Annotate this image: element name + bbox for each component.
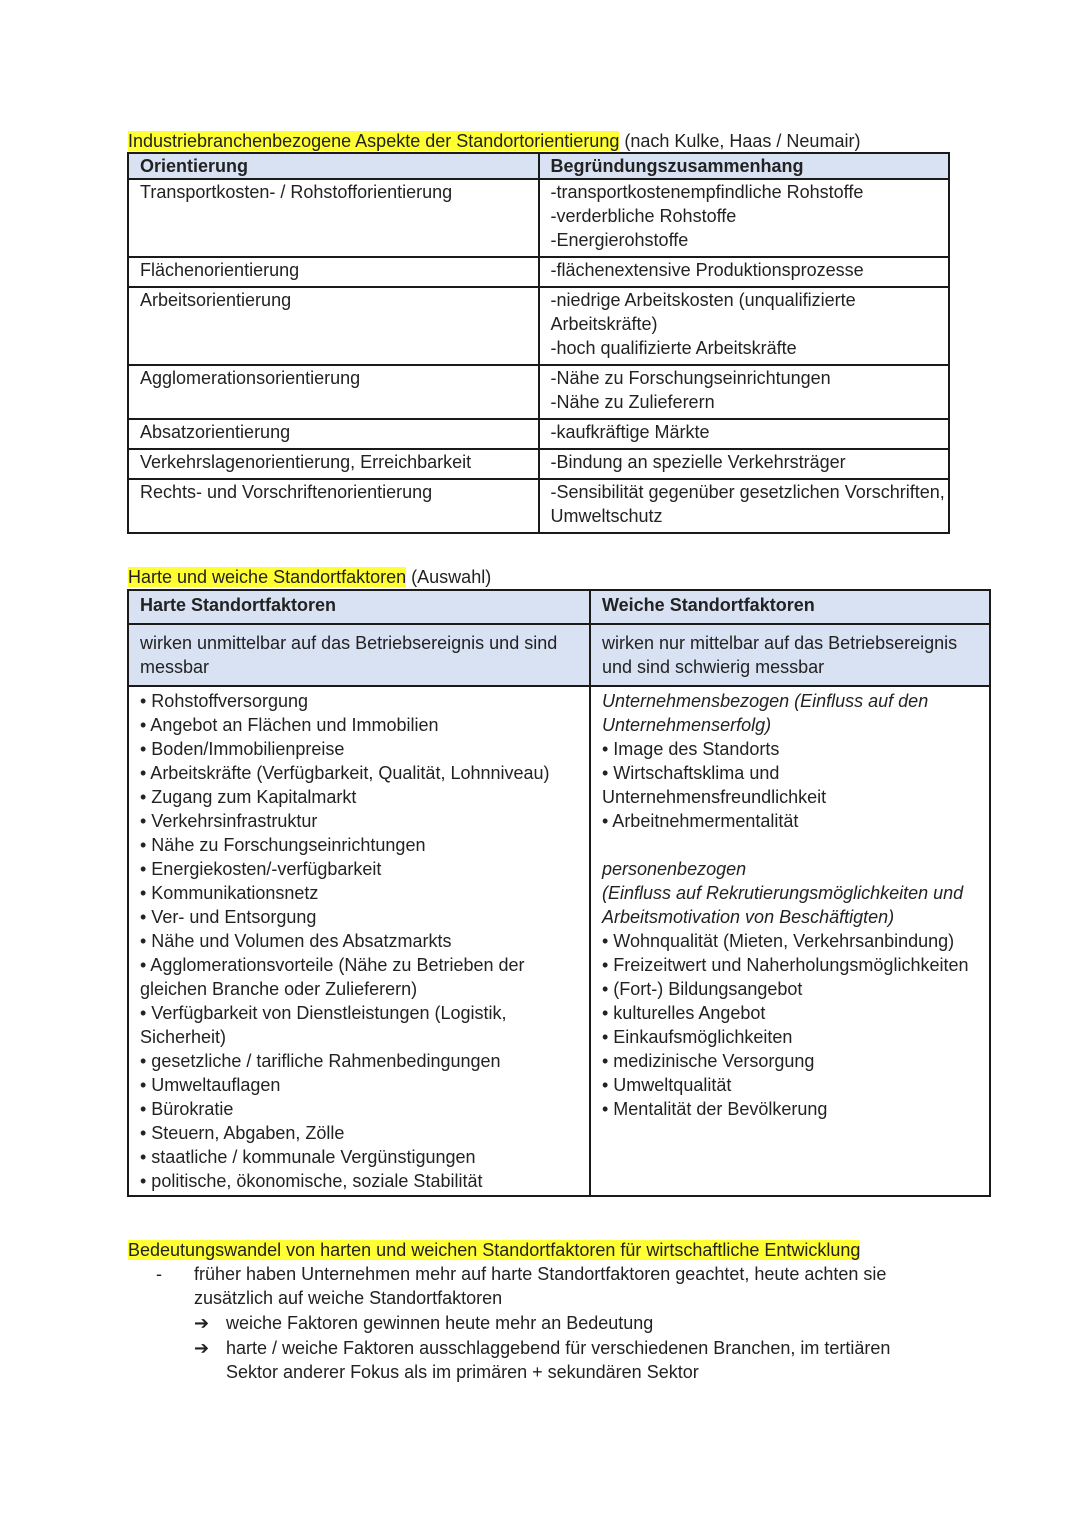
- list-item: • Image des Standorts: [602, 739, 780, 759]
- list-item: • Energiekosten/-verfügbarkeit: [140, 859, 382, 879]
- section1-title-highlight: Industriebranchenbezogene Aspekte der Standortorientierung: [128, 131, 620, 151]
- list-item: • Bürokratie: [140, 1099, 234, 1119]
- soft-description: wirken nur mittelbar auf das Betriebsereignis und sind schwierig messbar: [590, 624, 990, 686]
- reason-item: -kaufkräftige Märkte: [550, 422, 710, 442]
- list-item: • Agglomerationsvorteile (Nähe zu Betrieben der gleichen Branche oder Zulieferern): [140, 955, 525, 999]
- list-item: • Verkehrsinfrastruktur: [140, 811, 318, 831]
- list-item: • Arbeitnehmermentalität: [602, 811, 799, 831]
- reasoning-cell: [539, 179, 950, 257]
- reason-item: -Bindung an spezielle Verkehrsträger: [550, 452, 846, 472]
- spacer: [602, 833, 989, 857]
- reason-item: -Nähe zu Zulieferern: [550, 392, 715, 412]
- table-row: [128, 479, 949, 533]
- arrow-item: [194, 1311, 934, 1335]
- reason-item: -verderbliche Rohstoffe: [550, 206, 737, 226]
- change-bullet: [156, 1262, 936, 1310]
- reasoning-cell: [539, 257, 950, 287]
- reasoning-cell: [539, 479, 950, 533]
- reasoning-cell: [539, 287, 950, 365]
- orientation-cell: Flächenorientierung: [128, 257, 539, 287]
- arrow-item-text: weiche Faktoren gewinnen heute mehr an Bedeutung: [226, 1313, 654, 1333]
- section2-title-highlight: Harte und weiche Standortfaktoren: [128, 567, 407, 587]
- header-reasoning: Begründungszusammenhang: [539, 153, 950, 179]
- soft-person-subtitle: (Einfluss auf Rekrutierungsmöglichkeiten und Arbeitsmotivation von Beschäftigten): [602, 883, 964, 927]
- arrow-right-icon: ➔: [194, 1338, 210, 1358]
- list-item: • Angebot an Flächen und Immobilien: [140, 715, 439, 735]
- hard-description: wirken unmittelbar auf das Betriebsereignis und sind messbar: [128, 624, 590, 686]
- reasoning-cell: [539, 419, 950, 449]
- reason-item: -flächenextensive Produktionsprozesse: [550, 260, 864, 280]
- orientation-cell: Absatzorientierung: [128, 419, 539, 449]
- reasoning-cell: [539, 449, 950, 479]
- orientation-table: [127, 152, 950, 534]
- change-bullet-text: früher haben Unternehmen mehr auf harte Standortfaktoren geachtet, heute achten sie zusätzlich auf weiche Standortfaktoren: [194, 1264, 887, 1308]
- table-row: [128, 287, 949, 365]
- section3-title-highlight: Bedeutungswandel von harten und weichen Standortfaktoren für wirtschaftliche Entwicklung: [128, 1240, 861, 1260]
- header-hard-factors: Harte Standortfaktoren: [128, 590, 590, 624]
- reason-item: -Energierohstoffe: [550, 230, 689, 250]
- soft-person-title: personenbezogen: [602, 859, 747, 879]
- table-row: [128, 449, 949, 479]
- list-item: • Boden/Immobilienpreise: [140, 739, 345, 759]
- orientation-cell: Verkehrslagenorientierung, Erreichbarkeit: [128, 449, 539, 479]
- orientation-cell: Arbeitsorientierung: [128, 287, 539, 365]
- table-row: [128, 419, 949, 449]
- table-row: [128, 179, 949, 257]
- list-item: • Kommunikationsnetz: [140, 883, 319, 903]
- hard-factors-list: [128, 686, 590, 1196]
- orientation-cell: Transportkosten- / Rohstofforientierung: [128, 179, 539, 257]
- list-item: • Zugang zum Kapitalmarkt: [140, 787, 357, 807]
- reason-item: -hoch qualifizierte Arbeitskräfte: [550, 338, 797, 358]
- orientation-table-header: [128, 153, 949, 179]
- reason-item: -transportkostenempfindliche Rohstoffe: [550, 182, 864, 202]
- list-item: • staatliche / kommunale Vergünstigungen: [140, 1147, 476, 1167]
- list-item: • Wohnqualität (Mieten, Verkehrsanbindung): [602, 931, 955, 951]
- reason-item: -Nähe zu Forschungseinrichtungen: [550, 368, 831, 388]
- list-item: • Wirtschaftsklima und Unternehmensfreundlichkeit: [602, 763, 827, 807]
- list-item: • medizinische Versorgung: [602, 1051, 815, 1071]
- list-item: • Freizeitwert und Naherholungsmöglichkeiten: [602, 955, 969, 975]
- factors-table: [127, 589, 991, 1197]
- list-item: • kulturelles Angebot: [602, 1003, 766, 1023]
- reasoning-cell: [539, 365, 950, 419]
- list-item: • Rohstoffversorgung: [140, 691, 309, 711]
- factors-table-header: [128, 590, 990, 624]
- list-item: • Mentalität der Bevölkerung: [602, 1099, 828, 1119]
- section2-title-suffix: (Auswahl): [406, 567, 492, 587]
- soft-factors-list: [590, 686, 990, 1196]
- list-item: • gesetzliche / tarifliche Rahmenbedingungen: [140, 1051, 501, 1071]
- list-item: • Ver- und Entsorgung: [140, 907, 317, 927]
- section1-title: [128, 129, 860, 153]
- table-row: [128, 365, 949, 419]
- section1-title-suffix: (nach Kulke, Haas / Neumair): [619, 131, 861, 151]
- list-item: • Steuern, Abgaben, Zölle: [140, 1123, 345, 1143]
- list-item: • politische, ökonomische, soziale Stabilität: [140, 1171, 483, 1191]
- header-orientation: Orientierung: [128, 153, 539, 179]
- list-item: • (Fort-) Bildungsangebot: [602, 979, 803, 999]
- header-soft-factors: Weiche Standortfaktoren: [590, 590, 990, 624]
- section3-title: [128, 1238, 860, 1262]
- arrow-right-icon: ➔: [194, 1313, 210, 1333]
- section2-title: [128, 565, 491, 589]
- orientation-cell: Agglomerationsorientierung: [128, 365, 539, 419]
- reason-item: -Sensibilität gegenüber gesetzlichen Vorschriften, Umweltschutz: [550, 482, 945, 526]
- factors-row: [128, 686, 990, 1196]
- list-item: • Nähe zu Forschungseinrichtungen: [140, 835, 426, 855]
- table-row: [128, 257, 949, 287]
- soft-company-title: Unternehmensbezogen (Einfluss auf den Unternehmenserfolg): [602, 691, 929, 735]
- arrow-item: [194, 1336, 934, 1384]
- list-item: • Einkaufsmöglichkeiten: [602, 1027, 793, 1047]
- list-item: • Umweltauflagen: [140, 1075, 281, 1095]
- orientation-cell: Rechts- und Vorschriftenorientierung: [128, 479, 539, 533]
- list-item: • Umweltqualität: [602, 1075, 732, 1095]
- dash-marker: -: [156, 1264, 162, 1284]
- reason-item: -niedrige Arbeitskosten (unqualifizierte Arbeitskräfte): [550, 290, 856, 334]
- list-item: • Arbeitskräfte (Verfügbarkeit, Qualität, Lohnniveau): [140, 763, 550, 783]
- list-item: • Verfügbarkeit von Dienstleistungen (Logistik, Sicherheit): [140, 1003, 507, 1047]
- arrow-item-text: harte / weiche Faktoren ausschlaggebend für verschiedenen Branchen, im tertiären Sektor anderer Fokus als im primären + sekundären Sektor: [226, 1338, 891, 1382]
- description-row: [128, 624, 990, 686]
- list-item: • Nähe und Volumen des Absatzmarkts: [140, 931, 452, 951]
